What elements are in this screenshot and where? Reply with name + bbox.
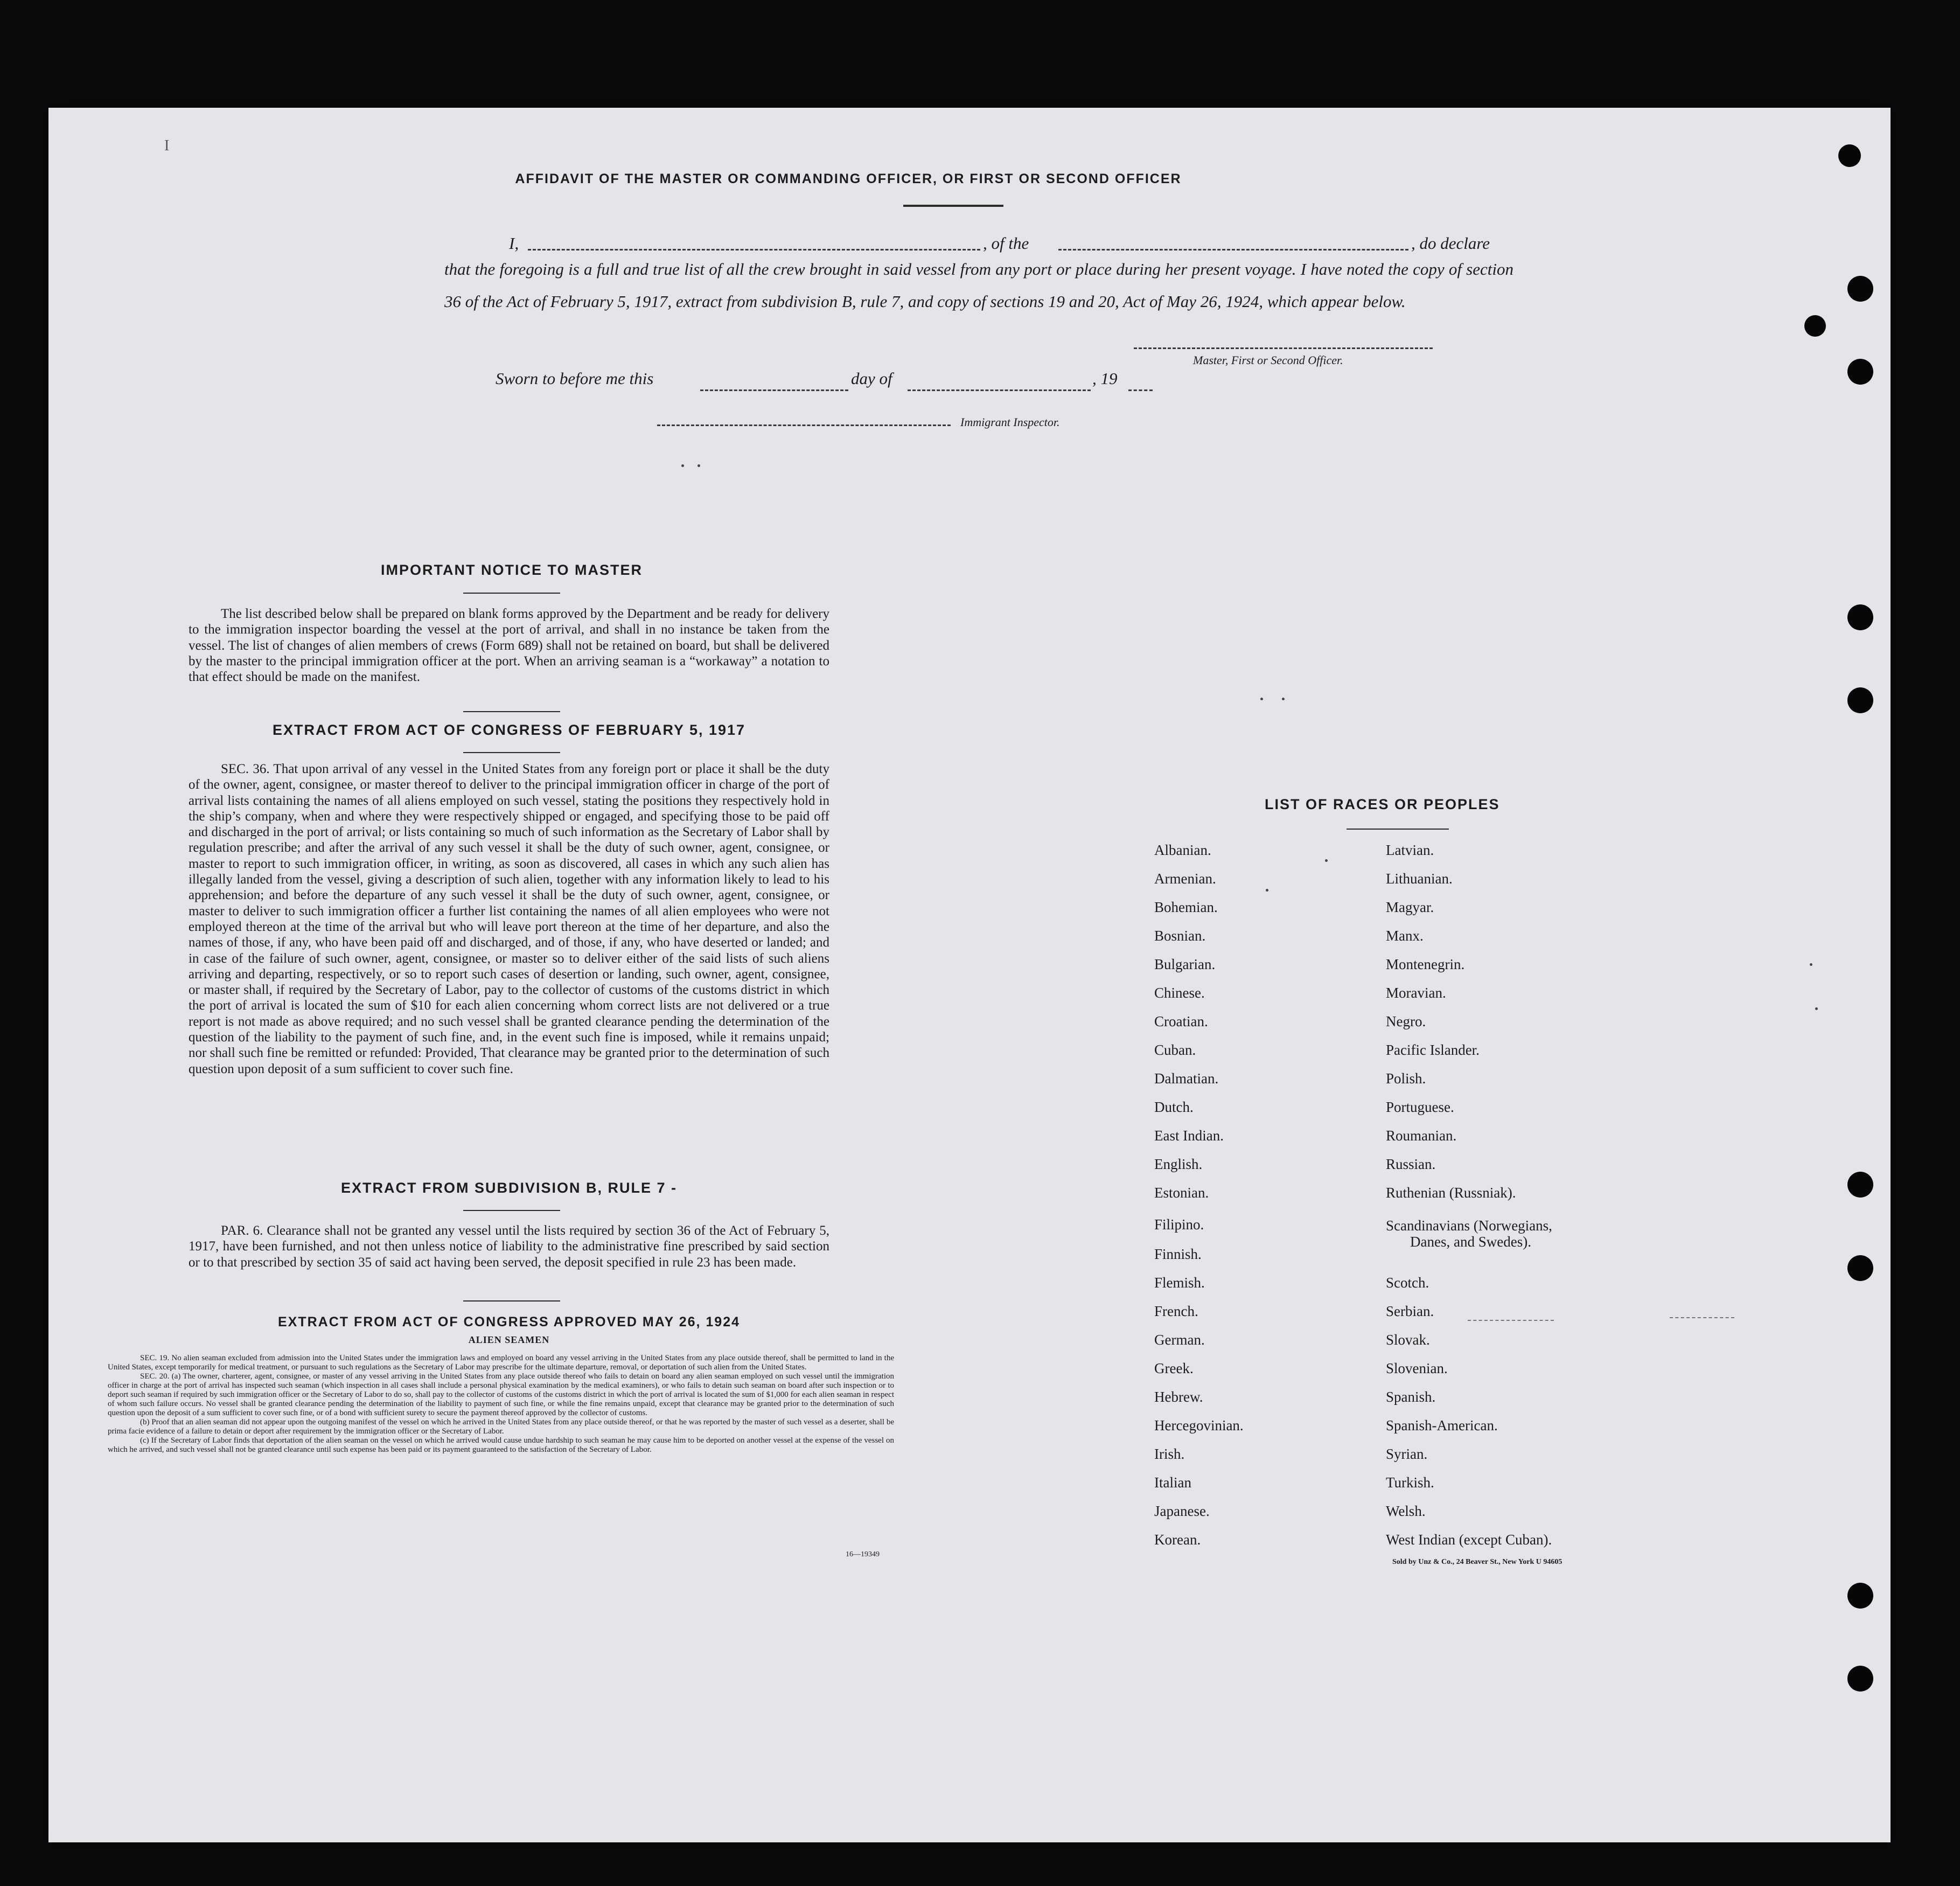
race-item: Manx. [1386,928,1424,944]
race-item: Albanian. [1154,842,1211,858]
affidavit-i: I, [509,234,519,253]
race-item: Cuban. [1154,1042,1196,1058]
race-item: Turkish. [1386,1474,1434,1491]
extract-1917-body: SEC. 36. That upon arrival of any vessel in the United States from any foreign port or place it shall be the duty of the owner, agent, consignee, or master thereof to deliver to the principal immigration officer in charge of the port of arrival lists containing the names of all aliens employed on such vessel, stating the positions they respectively hold in the ship’s company, when and where they were respectively shipped or engaged, and specifying those to be paid off and discharged in the port of arrival; or lists containing so much of such information as the Secretary of Labor shall by regulation prescribe; and after the arrival of any such vessel it shall be the duty of such owner, agent, consignee, or master to report to such immigration officer, in writing, as soon as discovered, all cases in which any such alien has illegally landed from the vessel, giving a description of such alien, together with any information likely to lead to his apprehension; and before the departure of any such vessel it shall be the duty of such owner, agent, consignee, or master to deliver to such immigration officer a further list containing the names of all alien employees who were not employed thereon at the time of the arrival but who will leave port thereon at the time of her departure, and also the names of those, if any, who have been paid off and discharged, and of those, if any, who have deserted or landed; and in case of the failure of such owner, agent, consignee, or master so to deliver either of the said lists of such aliens arriving and departing, respectively, or so to report such cases of desertion or landing, such owner, agent, consignee, or master shall, if required by the Secretary of Labor, pay to the collector of customs of the customs district in which the port of arrival is located the sum of $10 for each alien concerning whom correct lists are not delivered or a true report is not made as above required; and no such vessel shall be granted clearance pending the determination of the question of the liability to the payment of such fine, and, in the event such fine is imposed, while it remains unpaid; nor shall such fine be remitted or refunded: Provided, That clearance may be granted prior to the determination of such question upon deposit of a sum sufficient to cover such fine. [189,762,829,1076]
race-item: Negro. [1386,1013,1426,1029]
race-item: English. [1154,1156,1203,1172]
binding-hole [1847,687,1873,713]
speck [1815,1007,1818,1010]
race-item: Latvian. [1386,842,1434,858]
affidavit-title-rule [903,205,1003,207]
binding-hole [1804,315,1826,337]
race-item: West Indian (except Cuban). [1386,1532,1552,1548]
race-item: Chinese. [1154,985,1205,1001]
officer-signature-line [1134,347,1433,349]
race-item: Spanish. [1386,1389,1436,1405]
race-item: East Indian. [1154,1128,1224,1144]
race-item: Flemish. [1154,1275,1205,1291]
document-sheet [48,108,1891,1842]
race-item: Polish. [1386,1070,1426,1087]
speck [697,464,700,467]
printer-imprint: Sold by Unz & Co., 24 Beaver St., New York U 94605 [1392,1558,1563,1566]
binding-hole [1847,1666,1873,1692]
binding-hole [1847,1172,1873,1198]
race-item: Italian [1154,1474,1191,1491]
vessel-blank [1058,249,1408,250]
race-item: Armenian. [1154,871,1216,887]
extract-1917-rule [463,752,560,753]
sworn-prefix: Sworn to before me this [496,369,654,388]
extract-rule7-body: PAR. 6. Clearance shall not be granted any vessel until the lists required by section 36 of the Act of February 5, 1917, have been furnished, and not then unless notice of liability to the administrative fine prescribed by said section or to that prescribed by section 35 of said act having been served, the deposit specified in rule 23 has been made. [189,1223,829,1270]
sec-20a-text: SEC. 20. (a) The owner, charterer, agent, consignee, or master of any vessel arriving in the United States from any place outside thereof who fails to detain on board any alien seaman employed on such vessel until the immigration officer in charge at the port of arrival has inspected such seaman (which inspection in all cases shall include a personal physical examination by the medical examiners), or who fails to detain such seaman on board after such inspection or to deport such seaman if required by such immigration officer or the Secretary of Labor to do so, shall pay to the collector of customs of the customs district in which the port of arrival is located the sum of $1,000 for each alien seaman in respect of whom such failure occurs. No vessel shall be granted clearance pending the determination of the liability to payment of such fine, or while the fine remains unpaid, except that clearance may be granted prior to the determination of such question upon the deposit of a sum sufficient to cover such fine, or of a bond with sufficient surety to secure the payment thereof approved by the collector of customs. [108,1372,894,1417]
sec-20b-text: (b) Proof that an alien seaman did not appear upon the outgoing manifest of the vessel on which he arrived in the United States from any place outside thereof, or that he was reported by the master of such vessel as a deserter, shall be prima facie evidence of a failure to detain or deport after requirement by the immigration officer or the Secretary of Labor. [108,1418,894,1436]
race-item: Korean. [1154,1532,1201,1548]
extract-rule7-title: EXTRACT FROM SUBDIVISION B, RULE 7 - [340,1180,678,1196]
notice-body: The list described below shall be prepared on blank forms approved by the Department and be ready for delivery to the immigration inspector boarding the vessel at the port of arrival, and shall in no instance be taken from the vessel. The list of changes of alien members of crews (Form 689) shall not be retained on board, but shall be delivered by the master to the principal immigration officer at the port. When an arriving seaman is a “workaway” a notation to that effect should be made on the manifest. [189,607,829,685]
inspector-signature-label: Immigrant Inspector. [960,415,1060,429]
inspector-signature-line [657,424,951,426]
speck [1325,859,1328,862]
race-item: Serbian. [1386,1303,1434,1319]
officer-signature-label: Master, First or Second Officer. [1193,353,1343,367]
race-item: Estonian. [1154,1185,1209,1201]
race-item: Ruthenian (Russniak). [1386,1185,1516,1201]
affidavit-statement: that the foregoing is a full and true list of all the crew brought in said vessel from any port or place during her present voyage. I have noted the copy of section 36 of the Act of February 5, 1917, extract from subdivision B, rule 7, and copy of sections 19 and 20, Act of May 26, 1924, which appear below. [444,260,1513,311]
race-item: Japanese. [1154,1503,1210,1519]
race-item: Hercegovinian. [1154,1417,1244,1433]
speck [1282,698,1285,700]
extract-rule7-rule [463,1210,560,1211]
race-item: Irish. [1154,1446,1185,1462]
speck [1810,963,1812,966]
extract-1924-body [108,1354,894,1454]
faint-mark [1670,1317,1734,1318]
race-item: Greek. [1154,1360,1194,1376]
notice-title-rule [463,593,560,594]
race-item: Slovenian. [1386,1360,1448,1376]
sworn-year-blank [1128,389,1153,391]
races-title-rule [1347,829,1449,830]
notice-end-rule [463,711,560,712]
race-item: Magyar. [1386,899,1434,915]
race-item: Finnish. [1154,1246,1202,1262]
race-item: Danes, and Swedes). [1410,1234,1531,1250]
sworn-day-blank [700,389,848,391]
races-title: LIST OF RACES OR PEOPLES [1265,796,1500,812]
notice-title: IMPORTANT NOTICE TO MASTER [381,562,643,578]
sworn-month-blank [908,389,1091,391]
race-item: French. [1154,1303,1198,1319]
race-item: Spanish-American. [1386,1417,1498,1433]
speck [1266,889,1268,892]
extract-1924-subtitle: ALIEN SEAMEN [468,1334,550,1345]
race-item: Lithuanian. [1386,871,1453,887]
extract-1924-title: EXTRACT FROM ACT OF CONGRESS APPROVED MAY 26, 1924 [277,1314,741,1330]
binding-hole [1847,276,1873,302]
race-item: Bulgarian. [1154,956,1216,972]
race-item: Filipino. [1154,1216,1204,1233]
race-item: Portuguese. [1386,1099,1454,1115]
race-item: Dalmatian. [1154,1070,1219,1087]
binding-hole [1847,1583,1873,1609]
sworn-day-label: day of [851,369,892,388]
race-item: Scotch. [1386,1275,1429,1291]
speck [1260,698,1263,700]
form-number: 16—19349 [846,1550,880,1558]
race-item: German. [1154,1332,1205,1348]
faint-mark [1468,1320,1554,1321]
race-item: Hebrew. [1154,1389,1203,1405]
sworn-line [496,369,1196,401]
race-item: Dutch. [1154,1099,1194,1115]
extract-rule7-end-rule [463,1300,560,1302]
binding-hole [1847,604,1873,630]
race-item: Croatian. [1154,1013,1208,1029]
affidavit-of-the: , of the [983,234,1029,253]
race-item: Slovak. [1386,1332,1430,1348]
race-item: Russian. [1386,1156,1436,1172]
sec-19-text: SEC. 19. No alien seaman excluded from admission into the United States under the immigration laws and employed on board any vessel arriving in the United States from any place outside thereof, shall be permitted to land in the United States, except temporarily for medical treatment, or pursuant to such regulations as the Secretary of Labor may prescribe for the ultimate departure, removal, or deportation of such alien from the United States. [108,1354,894,1372]
sec-20c-text: (c) If the Secretary of Labor finds that deportation of the alien seaman on the vessel on which he arrived would cause undue hardship to such seaman he may cause him to be deported on another vessel at the expense of the vessel on which he arrived, and such vessel shall not be granted clearance until such expense has been paid or its payment guaranteed to the satisfaction of the Secretary of Labor. [108,1436,894,1454]
race-item: Montenegrin. [1386,956,1465,972]
corner-mark: I [164,137,170,154]
race-item: Pacific Islander. [1386,1042,1480,1058]
binding-hole [1838,144,1861,167]
race-item: Scandinavians (Norwegians, [1386,1217,1552,1234]
speck [681,464,684,467]
race-item: Moravian. [1386,985,1446,1001]
race-item: Welsh. [1386,1503,1426,1519]
affidavit-title: AFFIDAVIT OF THE MASTER OR COMMANDING OFFICER, OR FIRST OR SECOND OFFICER [515,171,1182,186]
race-item: Bohemian. [1154,899,1218,915]
extract-1917-title: EXTRACT FROM ACT OF CONGRESS OF FEBRUARY 5, 1917 [272,722,746,738]
binding-hole [1847,359,1873,385]
race-item: Bosnian. [1154,928,1206,944]
affidavit-do-declare: , do declare [1411,234,1490,253]
race-item: Roumanian. [1386,1128,1457,1144]
name-blank [528,249,980,250]
binding-hole [1847,1255,1873,1281]
sworn-year-label: , 19 [1092,369,1118,388]
race-item: Syrian. [1386,1446,1428,1462]
